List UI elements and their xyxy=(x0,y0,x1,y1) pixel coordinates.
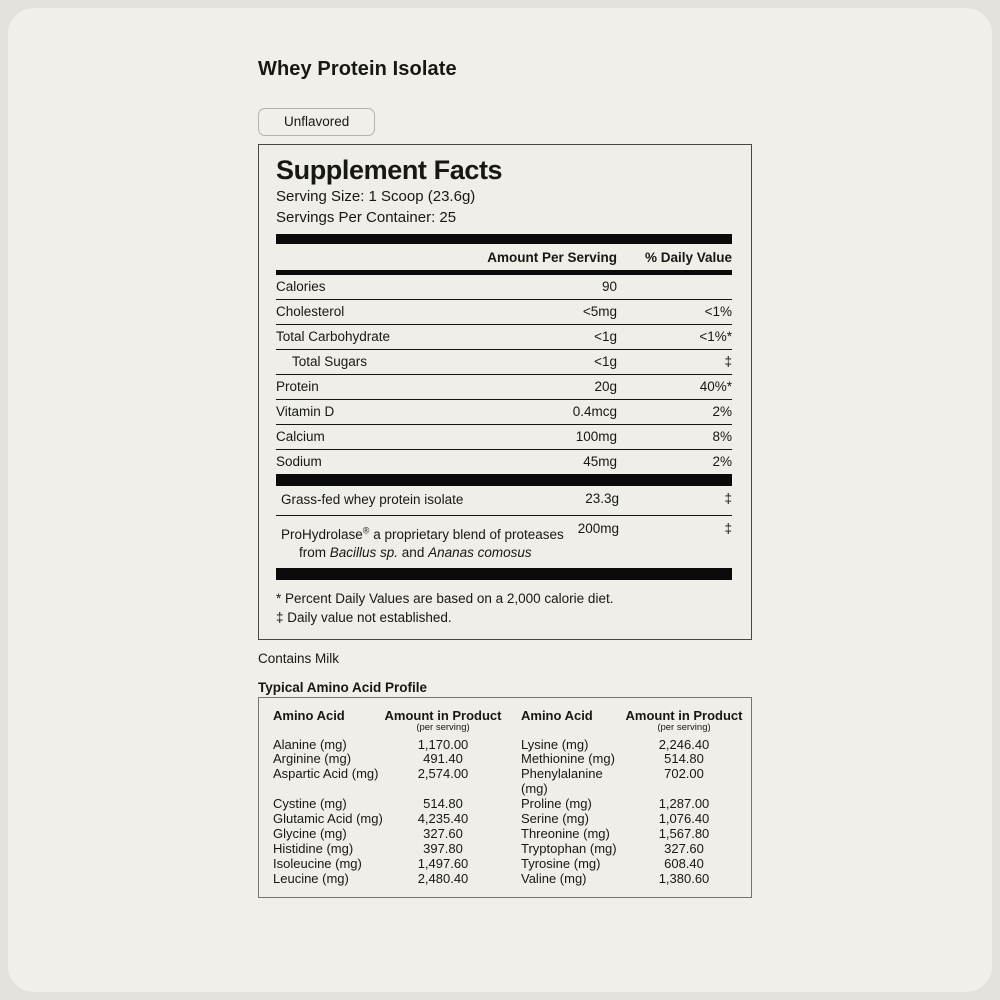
allergen-statement: Contains Milk xyxy=(258,650,340,666)
nutrient-amount: 90 xyxy=(601,279,617,294)
registered-trademark-symbol: ® xyxy=(362,525,370,535)
divider-bar-thick xyxy=(276,474,732,486)
amino-amount: 2,480.40 xyxy=(417,870,469,886)
amino-table-body xyxy=(273,738,745,887)
nutrient-amount: 20g xyxy=(594,379,617,394)
footnotes xyxy=(276,589,732,627)
nutrition-row-vitamin-d xyxy=(276,400,732,425)
amino-amount: 514.80 xyxy=(664,751,704,767)
amino-row xyxy=(273,857,745,872)
amino-name: Serine (mg) xyxy=(521,811,589,827)
divider-bar-thick xyxy=(276,234,732,244)
amino-name: Leucine (mg) xyxy=(273,870,349,886)
header-per-serving-left: (per serving) xyxy=(416,721,470,733)
amino-amount: 1,497.60 xyxy=(417,855,469,871)
nutrient-label: Vitamin D xyxy=(276,404,335,419)
header-amount-right: Amount in Product (per serving) xyxy=(621,708,747,733)
amino-name: Valine (mg) xyxy=(521,870,587,886)
amino-row xyxy=(273,767,745,797)
ingredient-label: Grass-fed whey protein isolate xyxy=(281,492,464,507)
amino-name: Alanine (mg) xyxy=(273,736,347,752)
amino-name: Tryptophan (mg) xyxy=(521,840,617,856)
ingredient-row-prohydrolase xyxy=(276,516,732,568)
header-spacer xyxy=(276,250,457,265)
ingredient-row-whey-isolate xyxy=(276,486,732,516)
amino-amount: 491.40 xyxy=(423,751,463,767)
nutrient-dv: 8% xyxy=(712,429,732,444)
nutrient-label: Calories xyxy=(276,279,326,294)
amino-amount: 608.40 xyxy=(664,855,704,871)
nutrient-label: Protein xyxy=(276,379,319,394)
amino-name: Methionine (mg) xyxy=(521,751,615,767)
nutrient-dv: <1%* xyxy=(699,329,732,344)
amino-name: Threonine (mg) xyxy=(521,825,610,841)
amino-amount: 327.60 xyxy=(423,825,463,841)
nutrient-label: Calcium xyxy=(276,429,325,444)
amino-amount: 702.00 xyxy=(664,766,704,782)
amino-amount: 2,574.00 xyxy=(417,766,469,782)
amino-name: Aspartic Acid (mg) xyxy=(273,766,379,782)
nutrient-label: Sodium xyxy=(276,454,322,469)
product-title: Whey Protein Isolate xyxy=(258,58,457,80)
nutrient-label: Cholesterol xyxy=(276,304,345,319)
amino-row xyxy=(273,827,745,842)
amino-name: Isoleucine (mg) xyxy=(273,855,362,871)
ingredient-dv: ‡ xyxy=(724,491,732,506)
nutrition-row-cholesterol xyxy=(276,300,732,325)
nutrient-amount: 45mg xyxy=(583,454,617,469)
nutrient-label: Total Sugars xyxy=(292,354,368,369)
amino-name: Histidine (mg) xyxy=(273,840,354,856)
amino-name: Glutamic Acid (mg) xyxy=(273,811,383,827)
amino-amount: 2,246.40 xyxy=(658,736,710,752)
nutrition-row-protein xyxy=(276,375,732,400)
nutrition-row-sodium xyxy=(276,450,732,474)
nutrition-header-row xyxy=(276,244,732,270)
servings-per-container: Servings Per Container: 25 xyxy=(276,209,457,226)
page-card xyxy=(8,8,992,992)
amino-name: Glycine (mg) xyxy=(273,825,347,841)
serving-size: Serving Size: 1 Scoop (23.6g) xyxy=(276,188,476,205)
nutrient-amount: <1g xyxy=(594,329,617,344)
supplement-facts-heading: Supplement Facts xyxy=(276,155,503,185)
nutrient-dv: 40%* xyxy=(699,379,732,394)
amino-amount: 397.80 xyxy=(423,840,463,856)
nutrient-dv: ‡ xyxy=(724,354,732,369)
amino-table-header xyxy=(273,708,745,733)
nutrient-amount: 0.4mcg xyxy=(572,404,617,419)
amino-name: Phenylalanine (mg) xyxy=(521,766,603,797)
ingredient-name: ProHydrolase® a proprietary blend of proteases xyxy=(281,525,564,542)
amino-amount: 1,287.00 xyxy=(658,796,710,812)
amino-row xyxy=(273,872,745,887)
flavor-chip-unflavored[interactable]: Unflavored xyxy=(258,108,375,136)
amino-name: Lysine (mg) xyxy=(521,736,589,752)
amino-profile-title: Typical Amino Acid Profile xyxy=(258,679,428,695)
ingredient-dv: ‡ xyxy=(724,521,732,536)
nutrient-dv: <1% xyxy=(704,304,732,319)
amino-row xyxy=(273,842,745,857)
nutrient-amount: 100mg xyxy=(575,429,617,444)
amino-amount: 4,235.40 xyxy=(417,811,469,827)
amino-amount: 327.60 xyxy=(664,840,704,856)
amino-amount: 1,076.40 xyxy=(658,811,710,827)
nutrient-dv: 2% xyxy=(712,404,732,419)
amino-row xyxy=(273,797,745,812)
header-per-serving-right: (per serving) xyxy=(657,721,711,733)
product-content xyxy=(258,8,758,898)
supplement-facts-panel xyxy=(258,144,752,640)
nutrition-row-calories xyxy=(276,275,732,300)
nutrition-row-calcium xyxy=(276,425,732,450)
amino-amount: 1,170.00 xyxy=(417,736,469,752)
footnote-daily-values: * Percent Daily Values are based on a 2,000 calorie diet. xyxy=(276,590,614,606)
ingredient-source: from Bacillus sp. and Ananas comosus xyxy=(299,544,532,560)
amino-row xyxy=(273,738,745,753)
nutrition-row-total-sugars xyxy=(276,350,732,375)
amino-amount: 1,380.60 xyxy=(658,870,710,886)
nutrient-amount: <5mg xyxy=(582,304,617,319)
nutrition-row-total-carbohydrate xyxy=(276,325,732,350)
nutrient-dv xyxy=(617,279,732,294)
ingredient-amount: 200mg xyxy=(577,521,619,536)
amino-acid-table xyxy=(258,697,752,898)
divider-bar-thick xyxy=(276,568,732,580)
ingredient-label xyxy=(276,521,571,562)
nutrient-dv: 2% xyxy=(712,454,732,469)
header-amount-per-serving: Amount Per Serving xyxy=(487,250,617,265)
amino-amount: 1,567.80 xyxy=(658,825,710,841)
amino-row xyxy=(273,812,745,827)
header-amino-acid-right: Amino Acid xyxy=(521,707,593,723)
amino-name: Proline (mg) xyxy=(521,796,592,812)
nutrient-label: Total Carbohydrate xyxy=(276,329,391,344)
amino-row xyxy=(273,752,745,767)
footnote-not-established: ‡ Daily value not established. xyxy=(276,609,452,625)
nutrient-amount: <1g xyxy=(594,354,617,369)
amino-name: Arginine (mg) xyxy=(273,751,352,767)
header-amount-left: Amount in Product (per serving) xyxy=(384,707,502,733)
ingredient-amount: 23.3g xyxy=(585,491,619,506)
header-daily-value: % Daily Value xyxy=(644,250,732,265)
header-amino-acid-left: Amino Acid xyxy=(273,707,345,723)
amino-amount: 514.80 xyxy=(423,796,463,812)
amino-name: Tyrosine (mg) xyxy=(521,855,601,871)
amino-name: Cystine (mg) xyxy=(273,796,347,812)
